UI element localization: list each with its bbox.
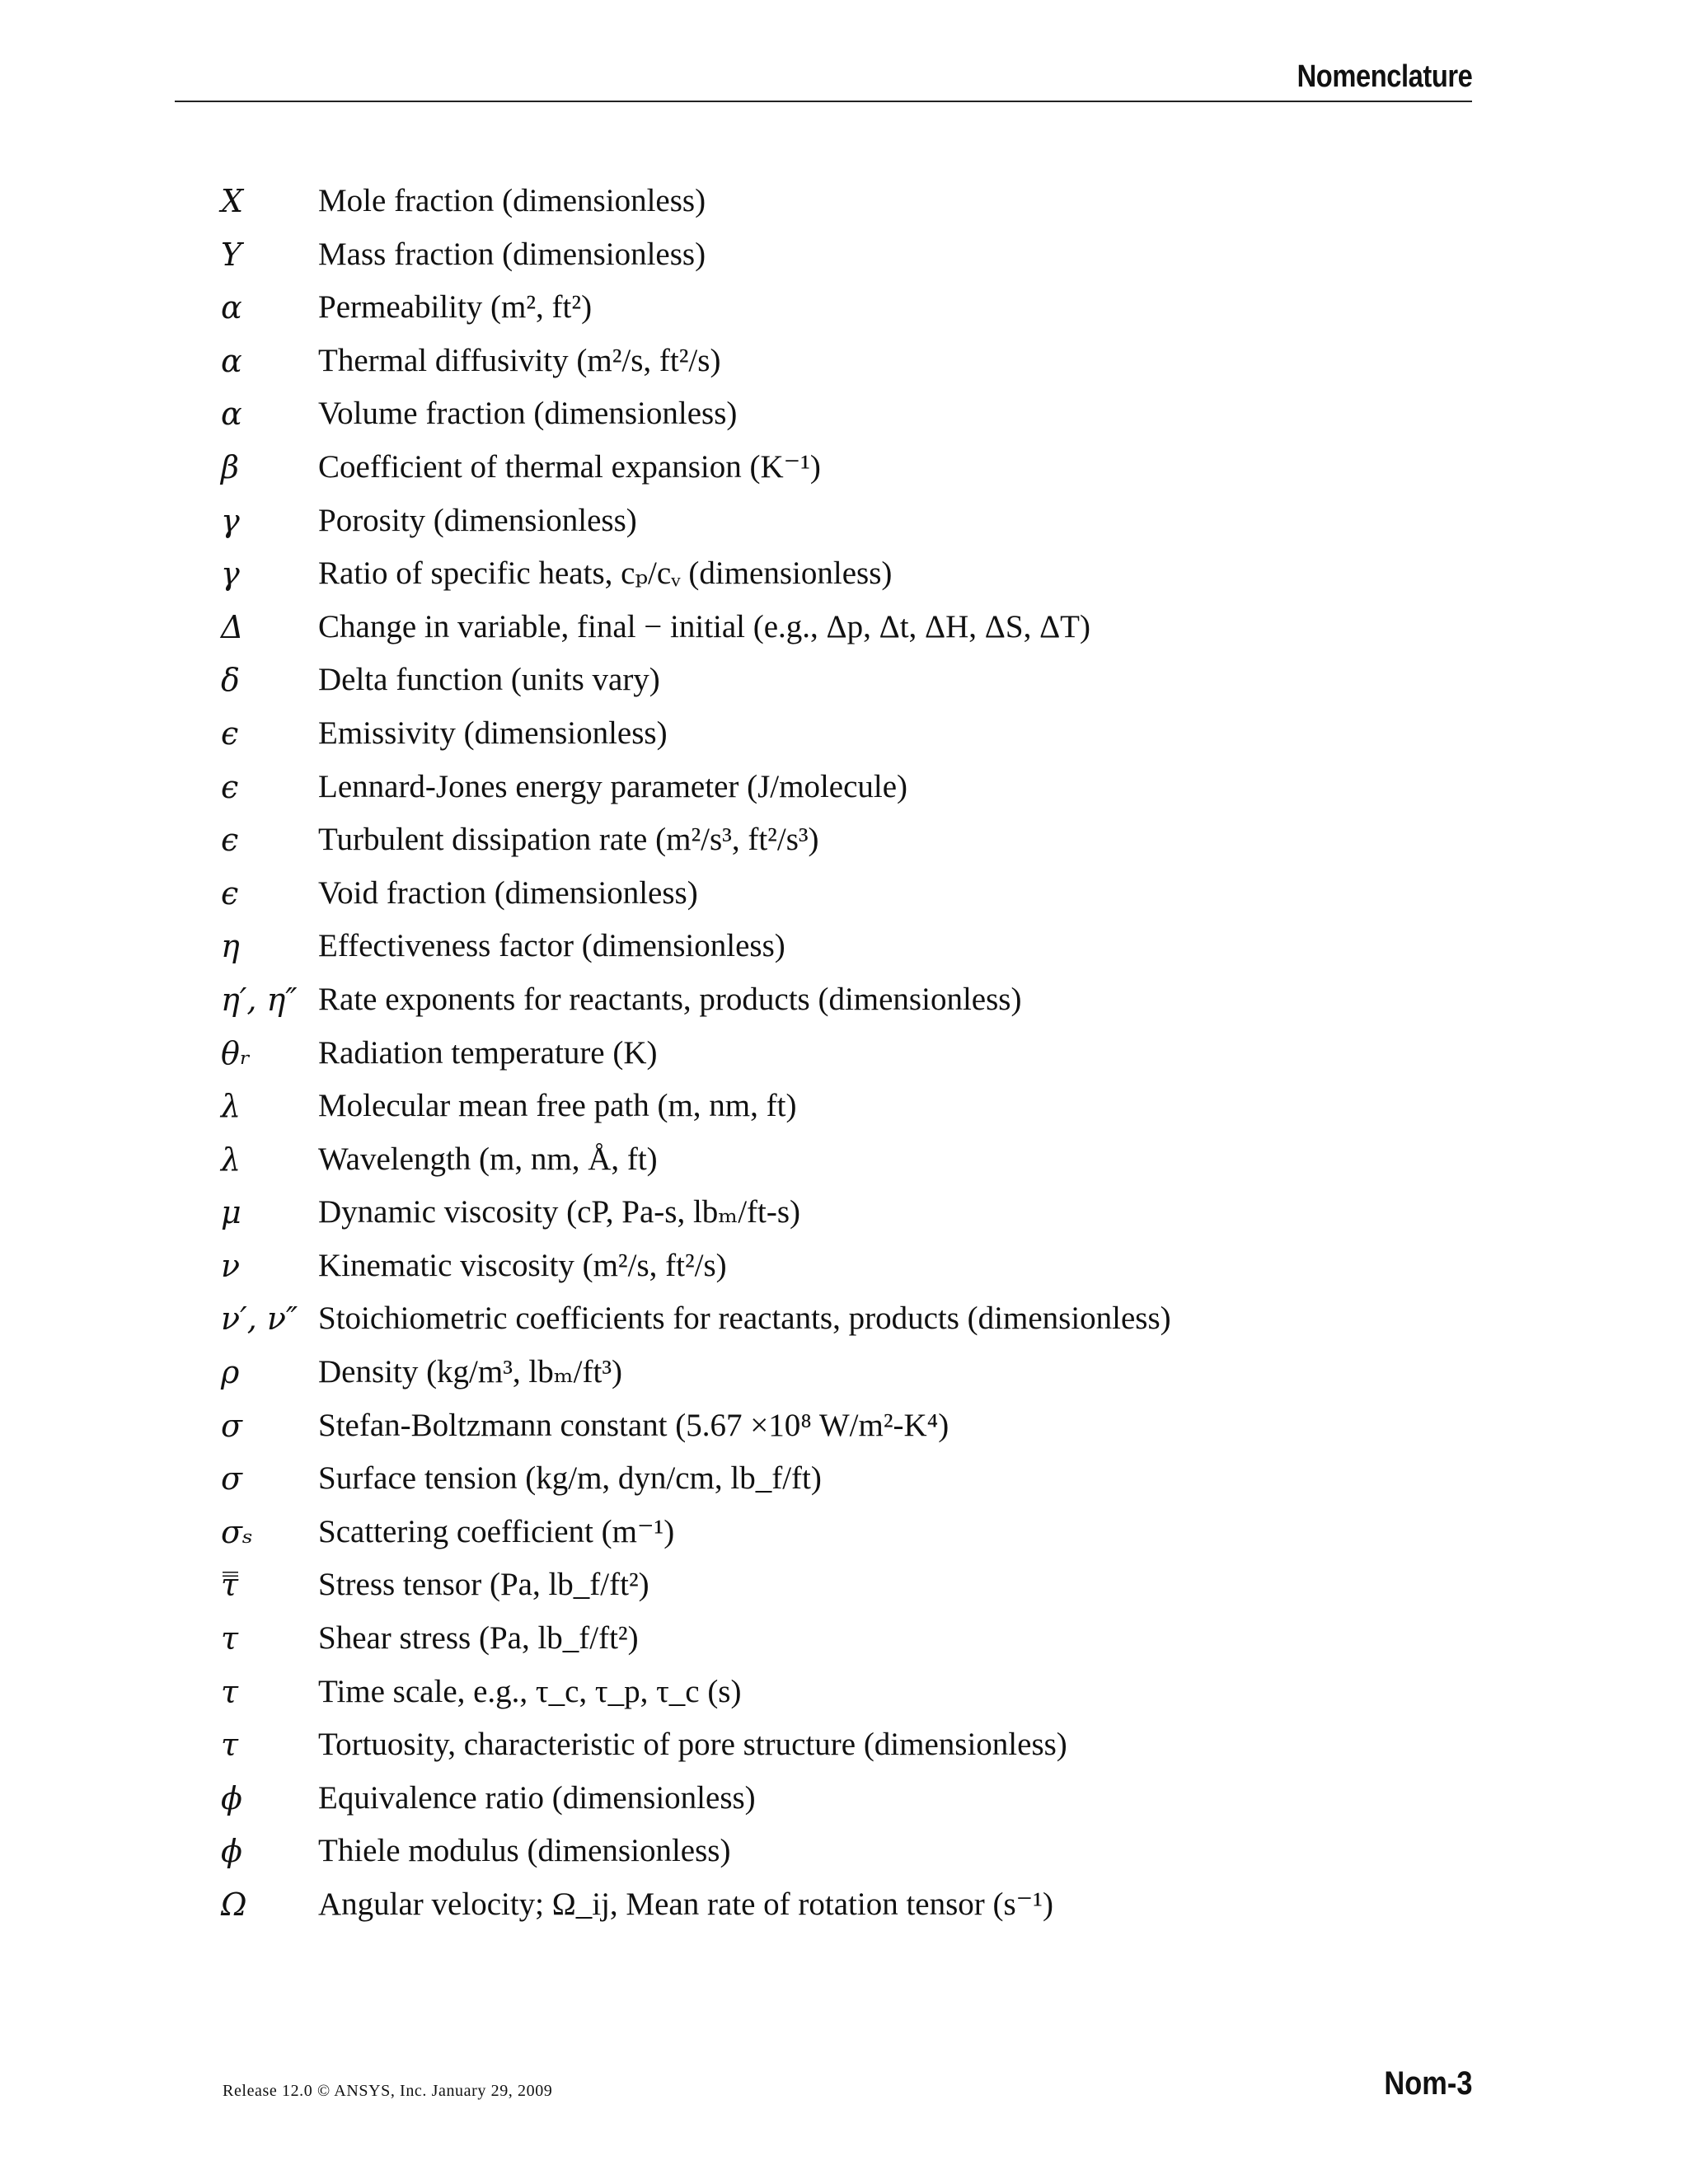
nomenclature-symbol: σ <box>221 1407 242 1444</box>
nomenclature-symbol: η <box>221 928 240 965</box>
nomenclature-description: Time scale, e.g., τ_c, τ_p, τ_c (s) <box>318 1673 742 1709</box>
page-header-title: Nomenclature <box>1296 59 1472 94</box>
nomenclature-description: Thiele modulus (dimensionless) <box>318 1833 731 1869</box>
nomenclature-description: Surface tension (kg/m, dyn/cm, lb_f/ft) <box>318 1460 822 1497</box>
nomenclature-row <box>221 547 1540 601</box>
nomenclature-row <box>221 1186 1540 1240</box>
footer-release-info: Release 12.0 © ANSYS, Inc. January 29, 2009 <box>223 2082 553 2100</box>
nomenclature-symbol: σₛ <box>221 1513 253 1550</box>
nomenclature-symbol: τ <box>221 1620 239 1657</box>
nomenclature-symbol: β <box>221 448 239 485</box>
nomenclature-description: Stefan-Boltzmann constant (5.67 ×10⁸ W/m²-K⁴) <box>318 1407 950 1443</box>
nomenclature-description: Turbulent dissipation rate (m²/s³, ft²/s³) <box>318 822 819 858</box>
nomenclature-row <box>221 920 1540 973</box>
nomenclature-description: Kinematic viscosity (m²/s, ft²/s) <box>318 1247 727 1283</box>
nomenclature-row <box>221 1558 1540 1612</box>
nomenclature-row <box>221 973 1540 1027</box>
nomenclature-description: Change in variable, final − initial (e.g., Δp, Δt, ΔH, ΔS, ΔT) <box>318 608 1090 644</box>
nomenclature-symbol: α <box>221 342 242 379</box>
header-rule <box>175 101 1472 102</box>
nomenclature-symbol: ϵ <box>221 822 239 859</box>
nomenclature-description: Permeability (m², ft²) <box>318 289 593 326</box>
nomenclature-description: Porosity (dimensionless) <box>318 502 637 538</box>
nomenclature-row <box>221 281 1540 335</box>
nomenclature-description: Void fraction (dimensionless) <box>318 874 698 911</box>
nomenclature-symbol: Ω <box>221 1886 247 1923</box>
nomenclature-symbol: Δ <box>221 608 244 645</box>
nomenclature-description: Molecular mean free path (m, nm, ft) <box>318 1088 797 1124</box>
nomenclature-symbol: ϕ <box>221 1779 242 1816</box>
nomenclature-description: Density (kg/m³, lbₘ/ft³) <box>318 1354 623 1390</box>
nomenclature-description: Tortuosity, characteristic of pore structure (dimensionless) <box>318 1727 1067 1763</box>
nomenclature-symbol: σ <box>221 1460 242 1497</box>
nomenclature-description: Scattering coefficient (m⁻¹) <box>318 1513 675 1549</box>
nomenclature-row <box>221 1772 1540 1825</box>
nomenclature-symbol: η′, η″ <box>221 981 298 1018</box>
nomenclature-row <box>221 1878 1540 1932</box>
nomenclature-symbol: ν′, ν″ <box>221 1301 298 1338</box>
nomenclature-description: Radiation temperature (K) <box>318 1034 658 1071</box>
nomenclature-description: Volume fraction (dimensionless) <box>318 396 738 432</box>
nomenclature-row <box>221 1027 1540 1080</box>
nomenclature-row <box>221 1825 1540 1878</box>
nomenclature-symbol: ϕ <box>221 1833 242 1870</box>
nomenclature-list <box>221 175 1540 1932</box>
nomenclature-symbol: ν <box>221 1247 241 1284</box>
nomenclature-row <box>221 867 1540 921</box>
nomenclature-description: Lennard-Jones energy parameter (J/molecule) <box>318 768 908 804</box>
nomenclature-symbol: τ̿ <box>221 1567 239 1604</box>
nomenclature-row <box>221 1452 1540 1506</box>
nomenclature-row <box>221 1080 1540 1133</box>
nomenclature-description: Emissivity (dimensionless) <box>318 715 668 751</box>
page-number: Nom-3 <box>1383 2065 1472 2102</box>
nomenclature-row <box>221 1399 1540 1453</box>
nomenclature-description: Stoichiometric coefficients for reactants, products (dimensionless) <box>318 1301 1171 1337</box>
nomenclature-row <box>221 228 1540 282</box>
nomenclature-description: Angular velocity; Ω_ij, Mean rate of rotation tensor (s⁻¹) <box>318 1886 1053 1922</box>
nomenclature-description: Equivalence ratio (dimensionless) <box>318 1779 756 1816</box>
nomenclature-symbol: ρ <box>221 1354 240 1391</box>
nomenclature-symbol: ϵ <box>221 715 239 752</box>
nomenclature-symbol: λ <box>221 1141 241 1178</box>
nomenclature-row <box>221 1346 1540 1399</box>
nomenclature-row <box>221 335 1540 388</box>
nomenclature-row <box>221 761 1540 814</box>
nomenclature-description: Dynamic viscosity (cP, Pa-s, lbₘ/ft-s) <box>318 1194 801 1230</box>
nomenclature-description: Shear stress (Pa, lb_f/ft²) <box>318 1620 639 1657</box>
nomenclature-row <box>221 813 1540 867</box>
nomenclature-description: Mass fraction (dimensionless) <box>318 236 706 272</box>
nomenclature-symbol: Y <box>221 236 242 273</box>
nomenclature-row <box>221 175 1540 228</box>
nomenclature-description: Effectiveness factor (dimensionless) <box>318 928 785 964</box>
nomenclature-symbol: θᵣ <box>221 1034 251 1071</box>
nomenclature-row <box>221 601 1540 654</box>
nomenclature-symbol: ϵ <box>221 874 239 912</box>
nomenclature-symbol: δ <box>221 662 240 699</box>
nomenclature-description: Delta function (units vary) <box>318 662 660 698</box>
nomenclature-description: Ratio of specific heats, cₚ/cᵥ (dimensionless) <box>318 555 893 592</box>
nomenclature-row <box>221 387 1540 441</box>
nomenclature-row <box>221 1292 1540 1346</box>
nomenclature-symbol: τ <box>221 1673 239 1710</box>
nomenclature-description: Coefficient of thermal expansion (K⁻¹) <box>318 448 821 485</box>
nomenclature-symbol: γ <box>221 555 240 593</box>
nomenclature-description: Thermal diffusivity (m²/s, ft²/s) <box>318 342 721 378</box>
nomenclature-description: Wavelength (m, nm, Å, ft) <box>318 1141 658 1177</box>
nomenclature-row <box>221 707 1540 761</box>
nomenclature-symbol: X <box>221 183 244 219</box>
nomenclature-symbol: γ <box>221 502 240 539</box>
nomenclature-row <box>221 1240 1540 1293</box>
nomenclature-description: Stress tensor (Pa, lb_f/ft²) <box>318 1567 649 1603</box>
nomenclature-row <box>221 1666 1540 1719</box>
nomenclature-symbol: α <box>221 396 242 433</box>
nomenclature-row <box>221 1133 1540 1187</box>
nomenclature-symbol: α <box>221 289 242 326</box>
nomenclature-row <box>221 654 1540 707</box>
nomenclature-row <box>221 1718 1540 1772</box>
nomenclature-row <box>221 441 1540 494</box>
nomenclature-row <box>221 494 1540 548</box>
nomenclature-symbol: λ <box>221 1088 241 1125</box>
nomenclature-row <box>221 1506 1540 1559</box>
nomenclature-row <box>221 1612 1540 1666</box>
nomenclature-description: Mole fraction (dimensionless) <box>318 183 706 218</box>
nomenclature-description: Rate exponents for reactants, products (dimensionless) <box>318 981 1022 1017</box>
nomenclature-symbol: μ <box>221 1194 241 1231</box>
nomenclature-symbol: ϵ <box>221 768 239 805</box>
nomenclature-symbol: τ <box>221 1727 239 1764</box>
